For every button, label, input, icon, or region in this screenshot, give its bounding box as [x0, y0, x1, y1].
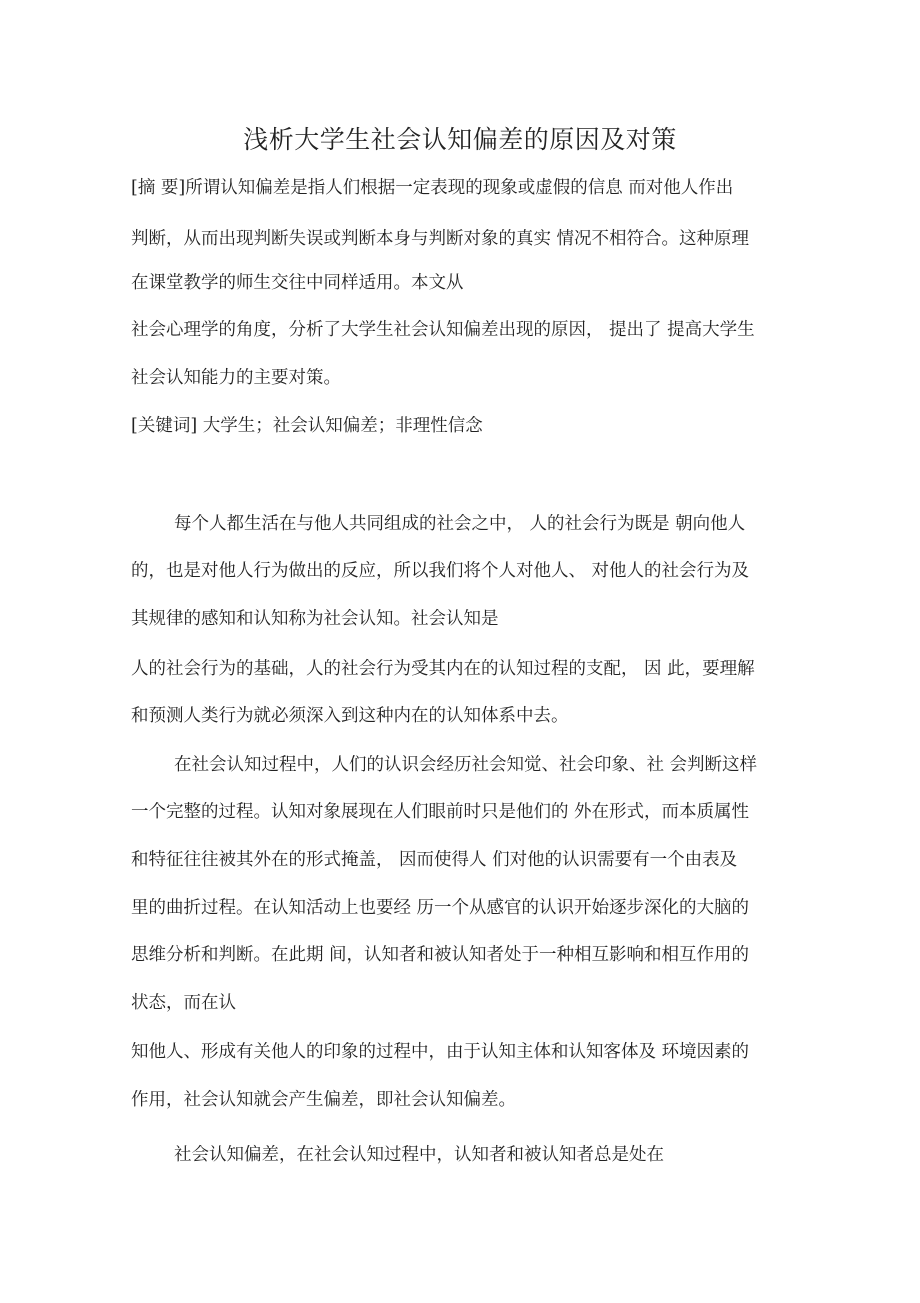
paragraph-line: 状态，而在认 — [131, 993, 236, 1013]
paragraph-line: 作用，社会认知就会产生偏差，即社会认知偏差。 — [131, 1090, 516, 1110]
paragraph-line: 一个完整的过程。认知对象展现在人们眼前时只是他们的 外在形式，而本质属性 — [131, 802, 750, 822]
abstract-line: 判断，从而出现判断失误或判断本身与判断对象的真实 情况不相符合。这种原理 — [131, 229, 750, 249]
paragraph-line: 每个人都生活在与他人共同组成的社会之中， 人的社会行为既是 朝向他人 — [174, 514, 746, 534]
paragraph-line: 其规律的感知和认知称为社会认知。社会认知是 — [131, 609, 499, 629]
paragraph-line: 思维分析和判断。在此期 间，认知者和被认知者处于一种相互影响和相互作用的 — [131, 945, 750, 965]
keywords-line: [关键词] 大学生；社会认知偏差；非理性信念 — [131, 416, 483, 436]
abstract-line: 社会认知能力的主要对策。 — [131, 368, 341, 388]
abstract-line: 在课堂教学的师生交往中同样适用。本文从 — [131, 273, 464, 293]
paragraph-line: 社会认知偏差，在社会认知过程中，认知者和被认知者总是处在 — [174, 1145, 664, 1165]
paragraph-line: 和特征往往被其外在的形式掩盖， 因而使得人 们对他的认识需要有一个由表及 — [131, 850, 738, 870]
document-title: 浅析大学生社会认知偏差的原因及对策 — [243, 125, 677, 154]
paragraph-line: 和预测人类行为就必须深入到这种内在的认知体系中去。 — [131, 706, 569, 726]
abstract-line: 社会心理学的角度，分析了大学生社会认知偏差出现的原因， 提出了 提高大学生 — [131, 320, 755, 340]
paragraph-line: 里的曲折过程。在认知活动上也要经 历一个从感官的认识开始逐步深化的大脑的 — [131, 898, 750, 918]
paragraph-line: 知他人、形成有关他人的印象的过程中，由于认知主体和认知客体及 环境因素的 — [131, 1042, 750, 1062]
paragraph-line: 的，也是对他人行为做出的反应，所以我们将个人对他人、 对他人的社会行为及 — [131, 561, 750, 581]
paragraph-line: 人的社会行为的基础，人的社会行为受其内在的认知过程的支配， 因 此，要理解 — [131, 659, 755, 679]
paragraph-line: 在社会认知过程中，人们的认识会经历社会知觉、社会印象、社 会判断这样 — [174, 755, 758, 775]
abstract-line: [摘 要]所谓认知偏差是指人们根据一定表现的现象或虚假的信息 而对他人作出 — [131, 178, 734, 198]
